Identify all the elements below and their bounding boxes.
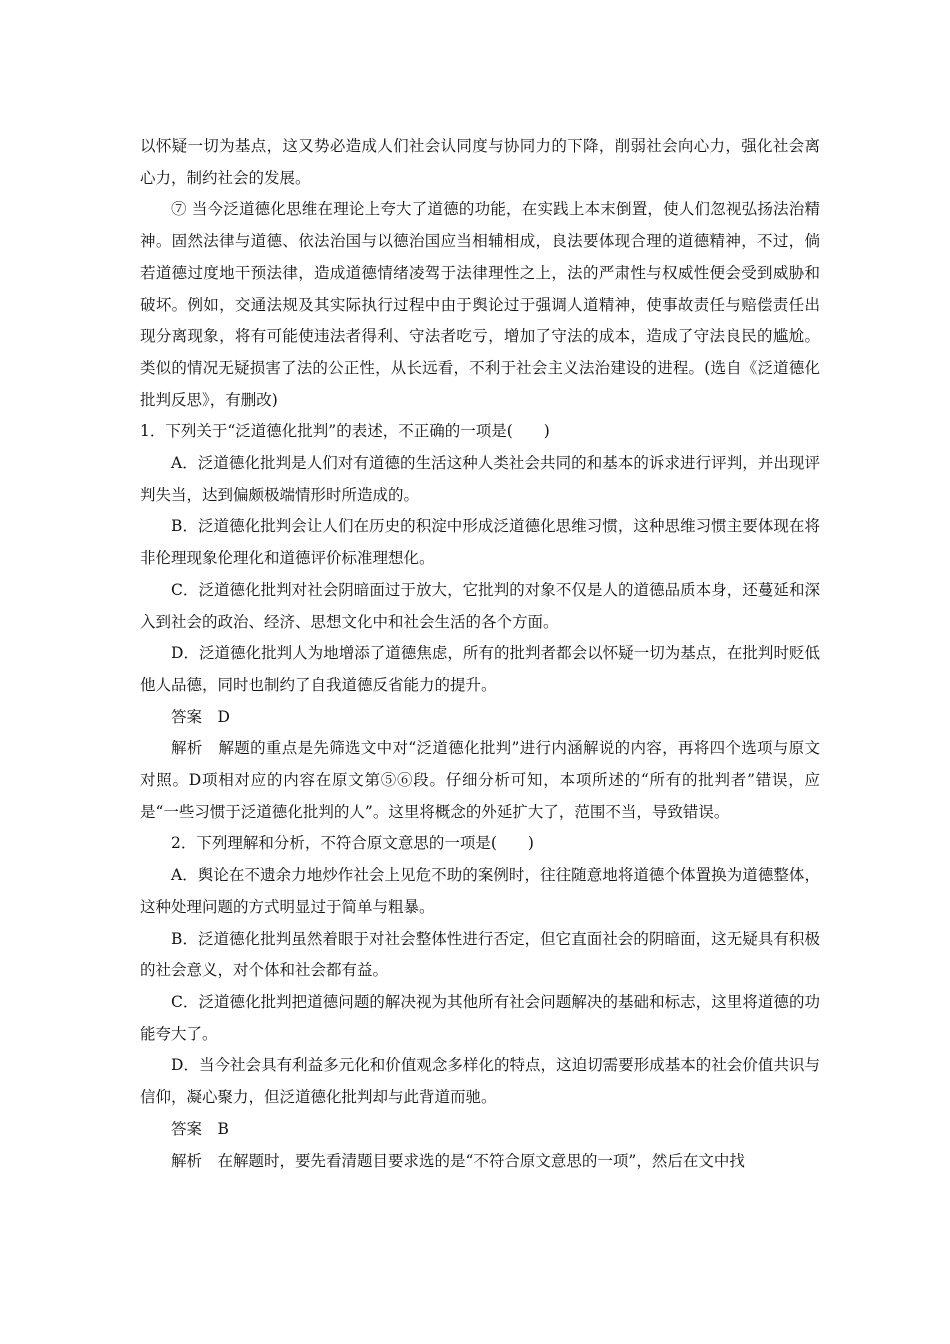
passage-continuation: 以怀疑一切为基点，这又势必造成人们社会认同度与协同力的下降，削弱社会向心力，强化社会离心力，制约社会的发展。 [140, 137, 820, 187]
question-1-stem: 1．下列关于“泛道德化批判”的表述，不正确的一项是( ) [140, 422, 550, 441]
question-2-analysis: 解析 在解题时，要先看清题目要求选的是“不符合原文意思的一项”，然后在文中找 [171, 1151, 745, 1170]
question-1-analysis: 解析 解题的重点是先筛选文中对“泛道德化批判”进行内涵解说的内容，再将四个选项与原文对照。D项相对应的内容在原文第⑤⑥段。仔细分析可知，本项所述的“所有的批判者”错误，应是“一些习惯于泛道德化批判的人”。这里将概念的外延扩大了，范围不当，导致错误。 [140, 739, 820, 821]
question-1-option-a: A．泛道德化批判是人们对有道德的生活这种人类社会共同的和基本的诉求进行评判，并出现评判失当，达到偏颇极端情形时所造成的。 [140, 454, 820, 504]
question-2-stem: 2．下列理解和分析，不符合原文意思的一项是( ) [171, 834, 534, 853]
question-1-option-c: C．泛道德化批判对社会阴暗面过于放大，它批判的对象不仅是人的道德品质本身，还蔓延和深入到社会的政治、经济、思想文化中和社会生活的各个方面。 [140, 580, 820, 631]
question-2-option-c: C．泛道德化批判把道德问题的解决视为其他所有社会问题解决的基础和标志，这里将道德的功能夸大了。 [140, 992, 820, 1043]
question-1-answer: 答案 D [171, 707, 230, 726]
question-2-answer: 答案 B [171, 1119, 229, 1138]
document-page [140, 131, 820, 1177]
passage-paragraph-7: ⑦ 当今泛道德化思维在理论上夸大了道德的功能，在实践上本末倒置，使人们忽视弘扬法治精神。固然法律与道德、依法治国与以德治国应当相辅相成，良法要体现合理的道德精神，不过，倘若道德过度地干预法律，造成道德情绪凌驾于法律理性之上，法的严肃性与权威性便会受到威胁和破坏。例如，交通法规及其实际执行过程中由于舆论过于强调人道精神，使事故责任与赔偿责任出现分离现象，将有可能使违法者得利、守法者吃亏，增加了守法的成本，造成了守法良民的尴尬。类似的情况无疑损害了法的公正性，从长远看，不利于社会主义法治建设的进程。(选自《泛道德化批判反思》，有删改) [140, 200, 820, 409]
question-2-option-a: A．舆论在不遗余力地炒作社会上见危不助的案例时，往往随意地将道德个体置换为道德整体，这种处理问题的方式明显过于简单与粗暴。 [140, 866, 820, 916]
question-2-option-d: D．当今社会具有利益多元化和价值观念多样化的特点，这迫切需要形成基本的社会价值共识与信仰，凝心聚力，但泛道德化批判却与此背道而驰。 [140, 1056, 820, 1107]
question-2-option-b: B．泛道德化批判虽然着眼于对社会整体性进行否定，但它直面社会的阴暗面，这无疑具有积极的社会意义，对个体和社会都有益。 [140, 929, 820, 980]
question-1-option-d: D．泛道德化批判人为地增添了道德焦虑，所有的批判者都会以怀疑一切为基点，在批判时贬低他人品德，同时也制约了自我道德反省能力的提升。 [140, 644, 820, 694]
question-1-option-b: B．泛道德化批判会让人们在历史的积淀中形成泛道德化思维习惯，这种思维习惯主要体现在将非伦理现象伦理化和道德评价标准理想化。 [140, 517, 820, 568]
